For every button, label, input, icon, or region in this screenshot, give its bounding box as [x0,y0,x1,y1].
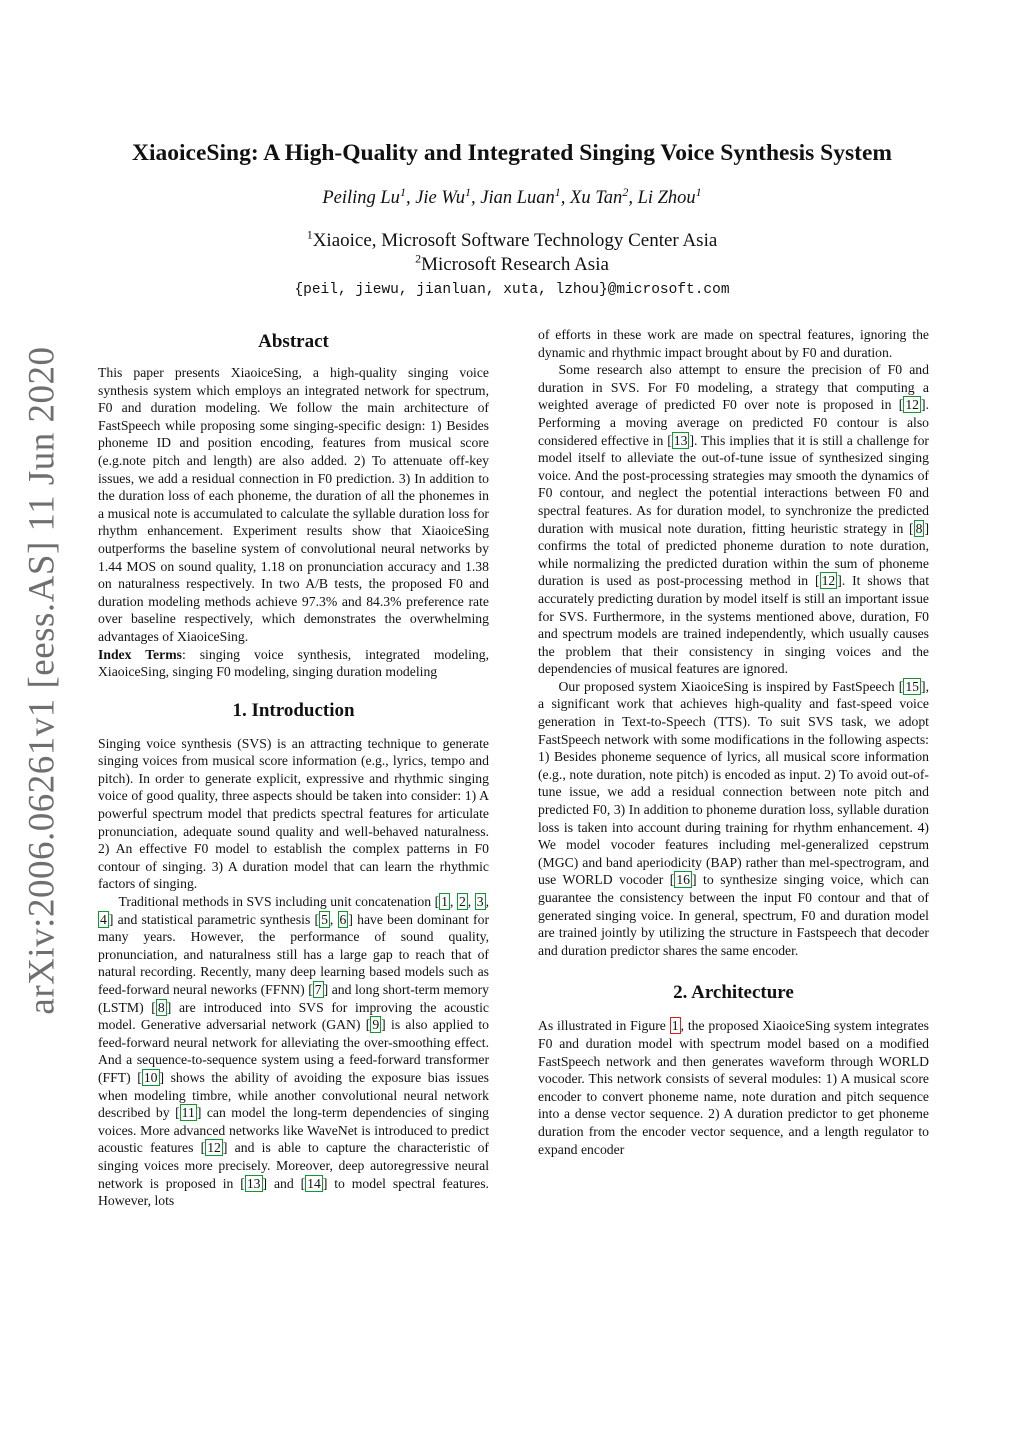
author-affil-mark: 1 [465,184,472,199]
citation-link[interactable]: 1 [441,894,449,910]
intro-paragraph-5: Our proposed system XiaoiceSing is inspired by FastSpeech [ 15 ], a significant work that achieves high-quality and fast-speed voice generation in Text-to-Speech (TTS). To suit SVS task, we adopt FastSpeech network with some modifications in the following aspects: 1) Besides phoneme sequence of lyrics, all musical score information (e.g., note duration, note pitch) is encoded as input. 2) To avoid out-of-tune issue, we add a residual connection between note pitch and predicted F0, 3) In addition to phoneme duration loss, syllable duration loss is taken into account during training for rhythm enhancement. 4) We model vocoder features including mel-generalized cepstrum (MGC) and band aperiodicity (BAP) rather than mel-spectrogram, and use WORLD vocoder [ 16 ] to synthesize singing voice, which can guarantee the consistency between the input F0 contour and that of generated singing voice. In general, spectrum, F0 and duration model are trained jointly by utilizing the structure in Fastspeech that decoder and duration predictor shares the same encoder. [538,678,929,958]
citation-link[interactable]: 12 [905,397,920,413]
author-name: Jie Wu [415,188,466,208]
citation-link[interactable]: 6 [339,911,347,927]
intro-paragraph-4: Some research also attempt to ensure the precision of F0 and duration in SVS. For F0 modeling, a strategy that computing a weighted average of predicted F0 over note is proposed in [ 12 ]. Performing a moving average on predicted F0 contour is also considered effective in [ 13 ]. This implies that it is still a challenge for model itself to alleviate the out-of-tune issue of synthesized singing voice. And the post-processing strategies may smooth the dynamics of F0 contour, and neglect the potential interactions between F0 and spectral features. As for duration model, to synchronize the predicted duration with musical note duration, fitting heuristic strategy in [ 8 ] confirms the total of predicted phoneme duration to note duration, while normalizing the predicted duration within the sum of phoneme duration is used as post-processing method in [ 12 ]. It shows that accurately predicting duration by model itself is still an important issue for SVS. Furthermore, in the systems mentioned above, duration, F0 and spectrum models are trained independently, which usually causes the problem that their consistency in singing voices and the dependencies of musical features are ignored. [538,362,929,677]
intro-paragraph-1: Singing voice synthesis (SVS) is an attracting technique to generate singing voices from musical score information (e.g., lyrics, tempo and pitch). In order to generate explicit, expressive and rhythmic singing voice of good quality, three aspects should be taken into consider: 1) A powerful spectrum model that predicts spectral features for articulate pronunciation, adequate sound quality and well-behaved naturalness. 2) An effective F0 model to establish the complex patterns in F0 contour of singing. 3) A duration model that can learn the rhythmic factors of singing. [98,735,489,892]
citation-link[interactable]: 12 [821,573,836,589]
right-column [538,326,929,1158]
author-name: Xu Tan [570,188,623,208]
citation-link[interactable]: 10 [143,1069,158,1085]
citation-link[interactable]: 4 [100,911,107,927]
architecture-paragraph-1: As illustrated in Figure 1 , the proposed XiaoiceSing system integrates F0 and duration model with spectrum model based on a modified FastSpeech network and then generates waveform through WORLD vocoder. This network consists of several modules: 1) A musical score encoder to convert phoneme name, note duration and pitch sequence into a dense vector sequence. 2) A duration predictor to get phoneme duration from the encoder vector sequence, and a length regulator to expand encoder [538,1018,929,1157]
index-terms-label: Index Terms [98,646,182,662]
figure-link[interactable]: 1 [671,1018,679,1034]
author-affil-mark: 1 [554,184,561,199]
citation-link[interactable]: 8 [915,520,923,536]
arxiv-stamp [12,280,72,1080]
citation-link[interactable]: 12 [207,1140,221,1156]
citation-link[interactable]: 16 [676,872,690,888]
architecture-heading: 2. Architecture [673,982,794,1004]
citation-link[interactable]: 3 [476,894,484,910]
citation-link[interactable]: 14 [307,1175,321,1191]
author-name: Jian Luan [480,188,555,208]
abstract-heading: Abstract [258,331,329,352]
intro-paragraph-2: Traditional methods in SVS including unit concatenation [ 1 , 2 , 3 , 4 ] and statistical parametric synthesis [ 5 , 6 ] have been dominant for many years. However, the performance of sound quality, pronunciation, and naturalness still has a large gap to reach that of natural recording. Recently, many deep learning based models such as feed-forward neural neworks (FFNN) [ 7 ] and long short-term memory (LSTM) [ 8 ] are introduced into SVS for improving the acoustic model. Generative adversarial network (GAN) [ 9 ] is also applied to feed-forward neural network for alleviating the over-smoothing effect. And a sequence-to-sequence system using a feed-forward transformer (FFT) [ 10 ] shows the ability of avoiding the exposure bias issues when modeling timbre, while another convolutional neural network described by [ 11 ] can model the long-term dependencies of singing voices. More advanced networks like WaveNet is introduced to predict acoustic features [ 12 ] and is able to capture the characteristic of singing voices more precisely. Moreover, deep autoregressive neural network is proposed in [ 13 ] and [ 14 ] to model spectral features. However, lots [98,894,489,1209]
author-affil-mark: 2 [622,184,629,199]
index-terms-text: : singing voice synthesis, integrated modeling, XiaoiceSing, singing F0 modeling, singing duration modeling [98,646,489,680]
citation-link[interactable]: 8 [157,999,165,1015]
citation-link[interactable]: 11 [181,1105,195,1121]
author-list: Peiling Lu$^1$, Jie Wu$^1$, Jian Luan$^1$, Xu Tan$^2$, Li Zhou$^1$ [322,184,702,208]
author-affil-mark: 1 [695,184,702,199]
citation-link[interactable]: 13 [246,1175,261,1191]
author-name: Li Zhou [637,188,696,208]
author-affil-mark: 1 [399,184,406,199]
index-terms [98,646,489,681]
paper-title: XiaoiceSing: A High-Quality and Integrated Singing Voice Synthesis System [132,140,892,166]
citation-link[interactable]: 7 [314,982,322,997]
introduction-heading: 1. Introduction [232,699,355,721]
author-name: Peiling Lu [322,188,400,208]
citation-link[interactable]: 13 [673,432,688,448]
author-emails: {peil, jiewu, jianluan, xuta, lzhou}@microsoft.com [294,282,730,298]
citation-link[interactable]: 5 [321,911,328,927]
citation-link[interactable]: 15 [905,678,920,694]
citation-link[interactable]: 9 [372,1017,380,1033]
affiliation-2: $^2$Microsoft Research Asia [415,251,609,275]
abstract-text: This paper presents XiaoiceSing, a high-quality singing voice synthesis system which employs an integrated network for spectrum, F0 and duration modeling. We follow the main architecture of FastSpeech while proposing some singing-specific design: 1) Besides phoneme ID and position encoding, features from musical score (e.g.note pitch and length) are also added. 2) To attenuate off-key issues, we add a residual connection in F0 prediction. 3) In addition to the duration loss of each phoneme, the duration of all the phonemes in a musical note is accumulated to calculate the syllable duration loss for rhythm enhancement. Experiment results show that XiaoiceSing outperforms the baseline system of convolutional neural networks by 1.44 MOS on sound quality, 1.18 on pronunciation accuracy and 1.38 on naturalness respectively. In two A/B tests, the proposed F0 and duration modeling methods achieve 97.3% and 84.3% preference rate over baseline respectively, which demonstrates the overwhelming advantages of XiaoiceSing. [98,365,489,644]
affiliation-1: $^1$Xiaoice, Microsoft Software Technology Center Asia [306,227,718,251]
citation-link[interactable]: 2 [458,894,466,910]
left-column [98,330,489,1210]
intro-paragraph-3: of efforts in these work are made on spectral features, ignoring the dynamic and rhythmic impact brought about by F0 and duration. [538,327,929,360]
arxiv-stamp-text: arXiv:2006.06261v1 [eess.AS] 11 Jun 2020 [21,345,63,1015]
